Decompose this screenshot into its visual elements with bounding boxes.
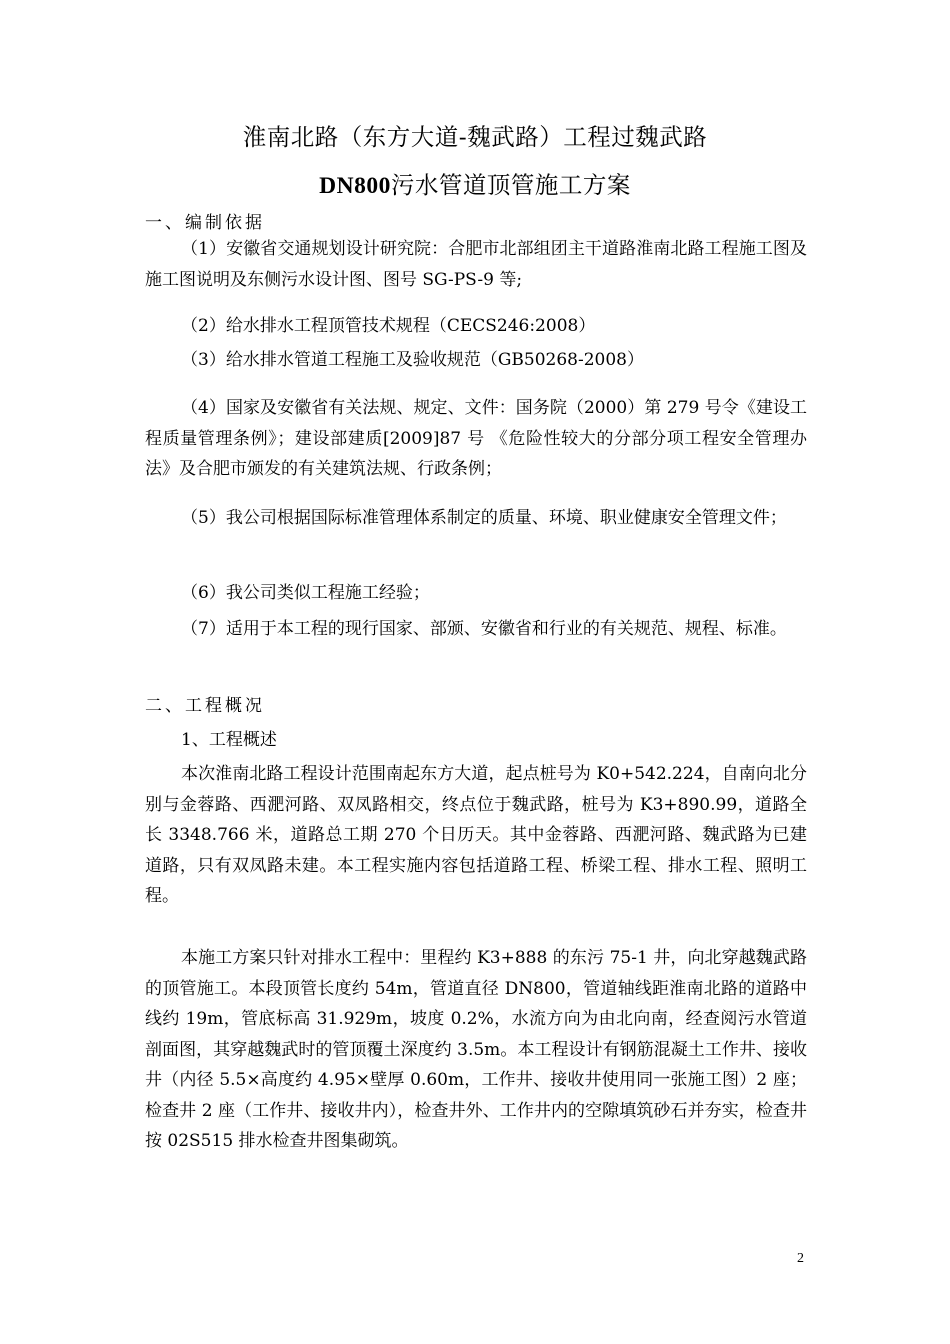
basis-item-3: （3）给水排水管道工程施工及验收规范（GB50268-2008） (181, 350, 644, 370)
basis-item-5: （5）我公司根据国际标准管理体系制定的质量、环境、职业健康安全管理文件； (181, 508, 787, 528)
subsection-heading-overview: 1、工程概述 (181, 730, 277, 750)
document-title-line2 (0, 166, 950, 200)
basis-item-7: （7）适用于本工程的现行国家、部颁、安徽省和行业的有关规范、规程、标准。 (181, 619, 787, 639)
overview-paragraph-2: 本施工方案只针对排水工程中：里程约 K3+888 的东污 75-1 井，向北穿越魏武路的顶管施工。本段顶管长度约 54m，管道直径 DN800，管道轴线距淮南北路的道路中线约 19m，管底标高 31.929m，坡度 0.2%，水流方向为由北向南，经查阅污水管道剖面图，其穿越魏武时的管顶覆土深度约 3.5m。本工程设计有钢筋混凝土工作井、接收井（内径 5.5×高度约 4.95×壁厚 0.60m，工作井、接收井使用同一张施工图）2 座；检查井 2 座（工作井、接收井内），检查井外、工作井内的空隙填筑砂石并夯实，检查井按 02S515 排水检查井图集砌筑。 (145, 948, 807, 1151)
basis-item-6: （6）我公司类似工程施工经验； (181, 583, 430, 603)
section-heading-overview: 二、工程概况 (145, 696, 265, 716)
document-title-line1: 淮南北路（东方大道-魏武路）工程过魏武路 (242, 123, 708, 151)
basis-item-2: （2）给水排水工程顶管技术规程（CECS246:2008） (181, 316, 596, 336)
overview-paragraph-1: 本次淮南北路工程设计范围南起东方大道，起点桩号为 K0+542.224，自南向北分别与金蓉路、西淝河路、双凤路相交，终点位于魏武路，桩号为 K3+890.99，道路全长 3348.766 米，道路总工期 270 个日历天。其中金蓉路、西淝河路、魏武路为已建道路，只有双凤路未建。本工程实施内容包括道路工程、桥梁工程、排水工程、照明工程。 (145, 764, 807, 906)
page-number: 2 (797, 1251, 804, 1266)
basis-item-1: （1）安徽省交通规划设计研究院：合肥市北部组团主干道路淮南北路工程施工图及施工图说明及东侧污水设计图、图号 SG-PS-9 等; (145, 239, 807, 290)
section-heading-basis: 一、编制依据 (145, 213, 265, 233)
title-plan-name: 污水管道顶管施工方案 (390, 171, 631, 199)
basis-item-4: （4）国家及安徽省有关法规、规定、文件：国务院（2000）第 279 号令《建设工程质量管理条例》；建设部建质[2009]87 号 《危险性较大的分部分项工程安全管理办法》及合肥市颁发的有关建筑法规、行政条例； (145, 398, 807, 479)
title-pipe-size: DN800 (319, 173, 391, 199)
